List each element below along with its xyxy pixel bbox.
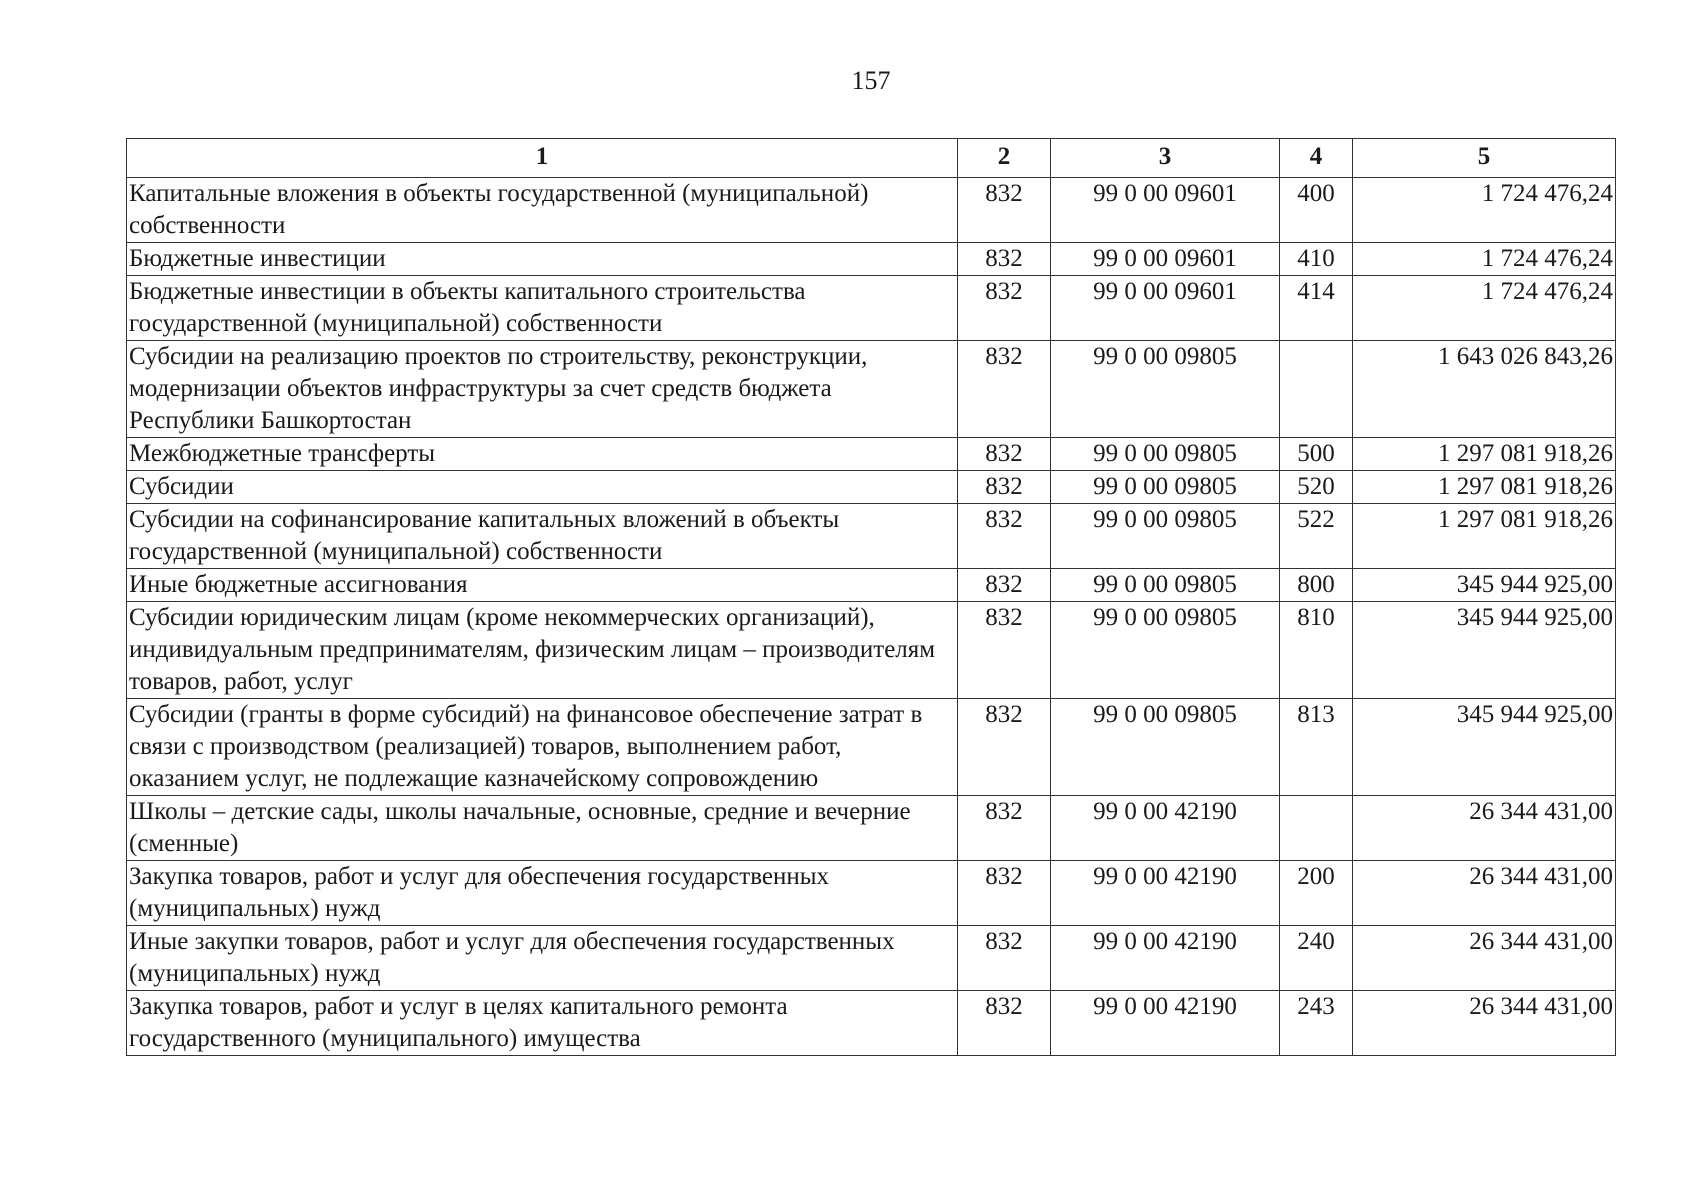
- target-article-cell: 99 0 00 09805: [1051, 602, 1280, 699]
- table-row: [127, 796, 1616, 861]
- target-article-cell: 99 0 00 09805: [1051, 341, 1280, 438]
- ministry-code-cell: 832: [958, 243, 1051, 276]
- ministry-code-cell: 832: [958, 438, 1051, 471]
- target-article-cell: 99 0 00 42190: [1051, 796, 1280, 861]
- table-row: [127, 243, 1616, 276]
- amount-cell: 345 944 925,00: [1353, 699, 1616, 796]
- target-article-cell: 99 0 00 09805: [1051, 569, 1280, 602]
- item-name-cell: Иные закупки товаров, работ и услуг для обеспечения государственных (муниципальных) нужд: [127, 926, 958, 991]
- ministry-code-cell: 832: [958, 341, 1051, 438]
- expense-type-cell: 813: [1280, 699, 1353, 796]
- ministry-code-cell: 832: [958, 602, 1051, 699]
- ministry-code-cell: 832: [958, 471, 1051, 504]
- target-article-cell: 99 0 00 42190: [1051, 926, 1280, 991]
- target-article-cell: 99 0 00 09805: [1051, 699, 1280, 796]
- item-name-cell: Капитальные вложения в объекты государственной (муниципальной) собственности: [127, 178, 958, 243]
- amount-cell: 26 344 431,00: [1353, 991, 1616, 1056]
- amount-cell: 345 944 925,00: [1353, 602, 1616, 699]
- item-name-cell: Школы – детские сады, школы начальные, основные, средние и вечерние (сменные): [127, 796, 958, 861]
- amount-cell: 1 724 476,24: [1353, 243, 1616, 276]
- column-header: 4: [1280, 139, 1353, 178]
- column-header: 1: [127, 139, 958, 178]
- expense-type-cell: 810: [1280, 602, 1353, 699]
- amount-cell: 26 344 431,00: [1353, 861, 1616, 926]
- target-article-cell: 99 0 00 09601: [1051, 178, 1280, 243]
- expense-type-cell: 500: [1280, 438, 1353, 471]
- amount-cell: 1 724 476,24: [1353, 178, 1616, 243]
- target-article-cell: 99 0 00 42190: [1051, 861, 1280, 926]
- item-name-cell: Субсидии: [127, 471, 958, 504]
- ministry-code-cell: 832: [958, 991, 1051, 1056]
- table-row: [127, 438, 1616, 471]
- target-article-cell: 99 0 00 42190: [1051, 991, 1280, 1056]
- amount-cell: 1 297 081 918,26: [1353, 504, 1616, 569]
- item-name-cell: Закупка товаров, работ и услуг в целях капитального ремонта государственного (муниципального) имущества: [127, 991, 958, 1056]
- target-article-cell: 99 0 00 09805: [1051, 504, 1280, 569]
- expense-type-cell: 243: [1280, 991, 1353, 1056]
- ministry-code-cell: 832: [958, 926, 1051, 991]
- column-header: 5: [1353, 139, 1616, 178]
- expense-type-cell: 800: [1280, 569, 1353, 602]
- amount-cell: 1 297 081 918,26: [1353, 471, 1616, 504]
- table-row: [127, 569, 1616, 602]
- table-row: [127, 276, 1616, 341]
- expense-type-cell: 520: [1280, 471, 1353, 504]
- expense-type-cell: 522: [1280, 504, 1353, 569]
- column-header: 3: [1051, 139, 1280, 178]
- expense-type-cell: [1280, 341, 1353, 438]
- table-row: [127, 471, 1616, 504]
- amount-cell: 26 344 431,00: [1353, 796, 1616, 861]
- table-header-row: [127, 139, 1616, 178]
- expense-type-cell: 410: [1280, 243, 1353, 276]
- amount-cell: 1 297 081 918,26: [1353, 438, 1616, 471]
- ministry-code-cell: 832: [958, 861, 1051, 926]
- ministry-code-cell: 832: [958, 276, 1051, 341]
- amount-cell: 1 724 476,24: [1353, 276, 1616, 341]
- target-article-cell: 99 0 00 09805: [1051, 471, 1280, 504]
- expense-type-cell: 240: [1280, 926, 1353, 991]
- table-row: [127, 504, 1616, 569]
- expense-type-cell: 200: [1280, 861, 1353, 926]
- expense-type-cell: 414: [1280, 276, 1353, 341]
- ministry-code-cell: 832: [958, 569, 1051, 602]
- item-name-cell: Бюджетные инвестиции в объекты капитального строительства государственной (муниципальной) собственности: [127, 276, 958, 341]
- table-row: [127, 991, 1616, 1056]
- budget-table: [126, 138, 1616, 1056]
- table-row: [127, 699, 1616, 796]
- table-row: [127, 341, 1616, 438]
- expense-type-cell: 400: [1280, 178, 1353, 243]
- ministry-code-cell: 832: [958, 504, 1051, 569]
- item-name-cell: Субсидии юридическим лицам (кроме некоммерческих организаций), индивидуальным предпринимателям, физическим лицам – производителям товаров, работ, услуг: [127, 602, 958, 699]
- column-header: 2: [958, 139, 1051, 178]
- item-name-cell: Межбюджетные трансферты: [127, 438, 958, 471]
- amount-cell: 345 944 925,00: [1353, 569, 1616, 602]
- item-name-cell: Субсидии на реализацию проектов по строительству, реконструкции, модернизации объектов инфраструктуры за счет средств бюджета Республики Башкортостан: [127, 341, 958, 438]
- item-name-cell: Бюджетные инвестиции: [127, 243, 958, 276]
- ministry-code-cell: 832: [958, 796, 1051, 861]
- item-name-cell: Субсидии на софинансирование капитальных вложений в объекты государственной (муниципальной) собственности: [127, 504, 958, 569]
- ministry-code-cell: 832: [958, 178, 1051, 243]
- target-article-cell: 99 0 00 09601: [1051, 276, 1280, 341]
- target-article-cell: 99 0 00 09601: [1051, 243, 1280, 276]
- item-name-cell: Закупка товаров, работ и услуг для обеспечения государственных (муниципальных) нужд: [127, 861, 958, 926]
- ministry-code-cell: 832: [958, 699, 1051, 796]
- table-row: [127, 926, 1616, 991]
- page-number: 157: [851, 66, 891, 95]
- item-name-cell: Субсидии (гранты в форме субсидий) на финансовое обеспечение затрат в связи с производством (реализацией) товаров, выполнением работ, оказанием услуг, не подлежащие казначейскому сопровождению: [127, 699, 958, 796]
- amount-cell: 26 344 431,00: [1353, 926, 1616, 991]
- amount-cell: 1 643 026 843,26: [1353, 341, 1616, 438]
- table-row: [127, 861, 1616, 926]
- target-article-cell: 99 0 00 09805: [1051, 438, 1280, 471]
- expense-type-cell: [1280, 796, 1353, 861]
- table-row: [127, 178, 1616, 243]
- table-row: [127, 602, 1616, 699]
- item-name-cell: Иные бюджетные ассигнования: [127, 569, 958, 602]
